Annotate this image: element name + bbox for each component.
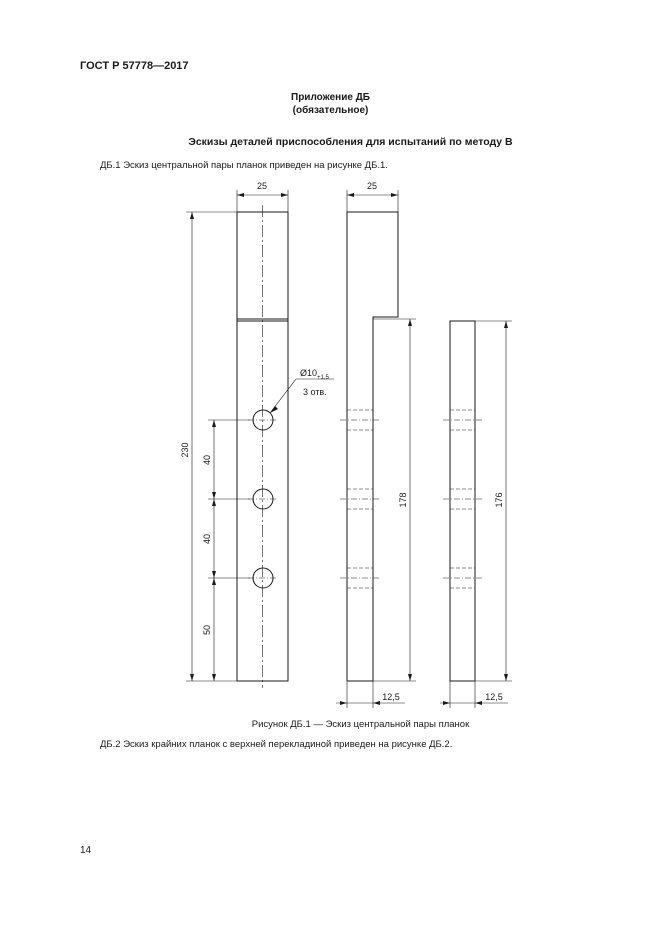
dim-label-total-height: 230 [180,442,190,458]
dim-hole-spacing [208,420,250,681]
dim-height-middle [373,319,416,681]
hole-diameter-label: $Ø10_{+1,5}$ [300,368,329,381]
dimension-arrows [190,193,508,705]
dim-label-height-right: 176 [494,492,504,508]
dim-total-height [186,212,237,681]
dim-label-thickness-middle: 12,5 [382,692,400,702]
dim-width-middle [347,190,398,212]
middle-bar-outline [347,212,398,681]
dim-label-spacing-2: 40 [202,533,212,545]
dim-label-spacing-1: 40 [202,454,212,466]
figure-caption: Рисунок ДБ.1 — Эскиз центральной пары планок [251,719,470,730]
annex-title: Приложение ДБ [291,92,370,103]
paragraph-db1: ДБ.1 Эскиз центральной пары планок приведен на рисунке ДБ.1. [100,160,388,171]
hole-count-label: 3 отв. [303,387,327,397]
dim-label-bottom-offset: 50 [202,624,212,636]
annex-status: (обязательное) [292,105,369,116]
section-title: Эскизы деталей приспособления для испытаний по методу В [188,136,513,148]
right-bar-outline [450,321,475,681]
paragraph-db2: ДБ.2 Эскиз крайних планок с верхней перекладиной приведен на рисунке ДБ.2. [100,739,453,750]
dim-label-height-middle: 178 [398,492,408,508]
dim-label-width-middle: 25 [366,181,378,191]
dim-label-thickness-right: 12,5 [485,692,503,702]
page-number: 14 [80,845,92,856]
dim-label-width-left: 25 [256,181,268,191]
document-code: ГОСТ Р 57778—2017 [80,60,189,72]
